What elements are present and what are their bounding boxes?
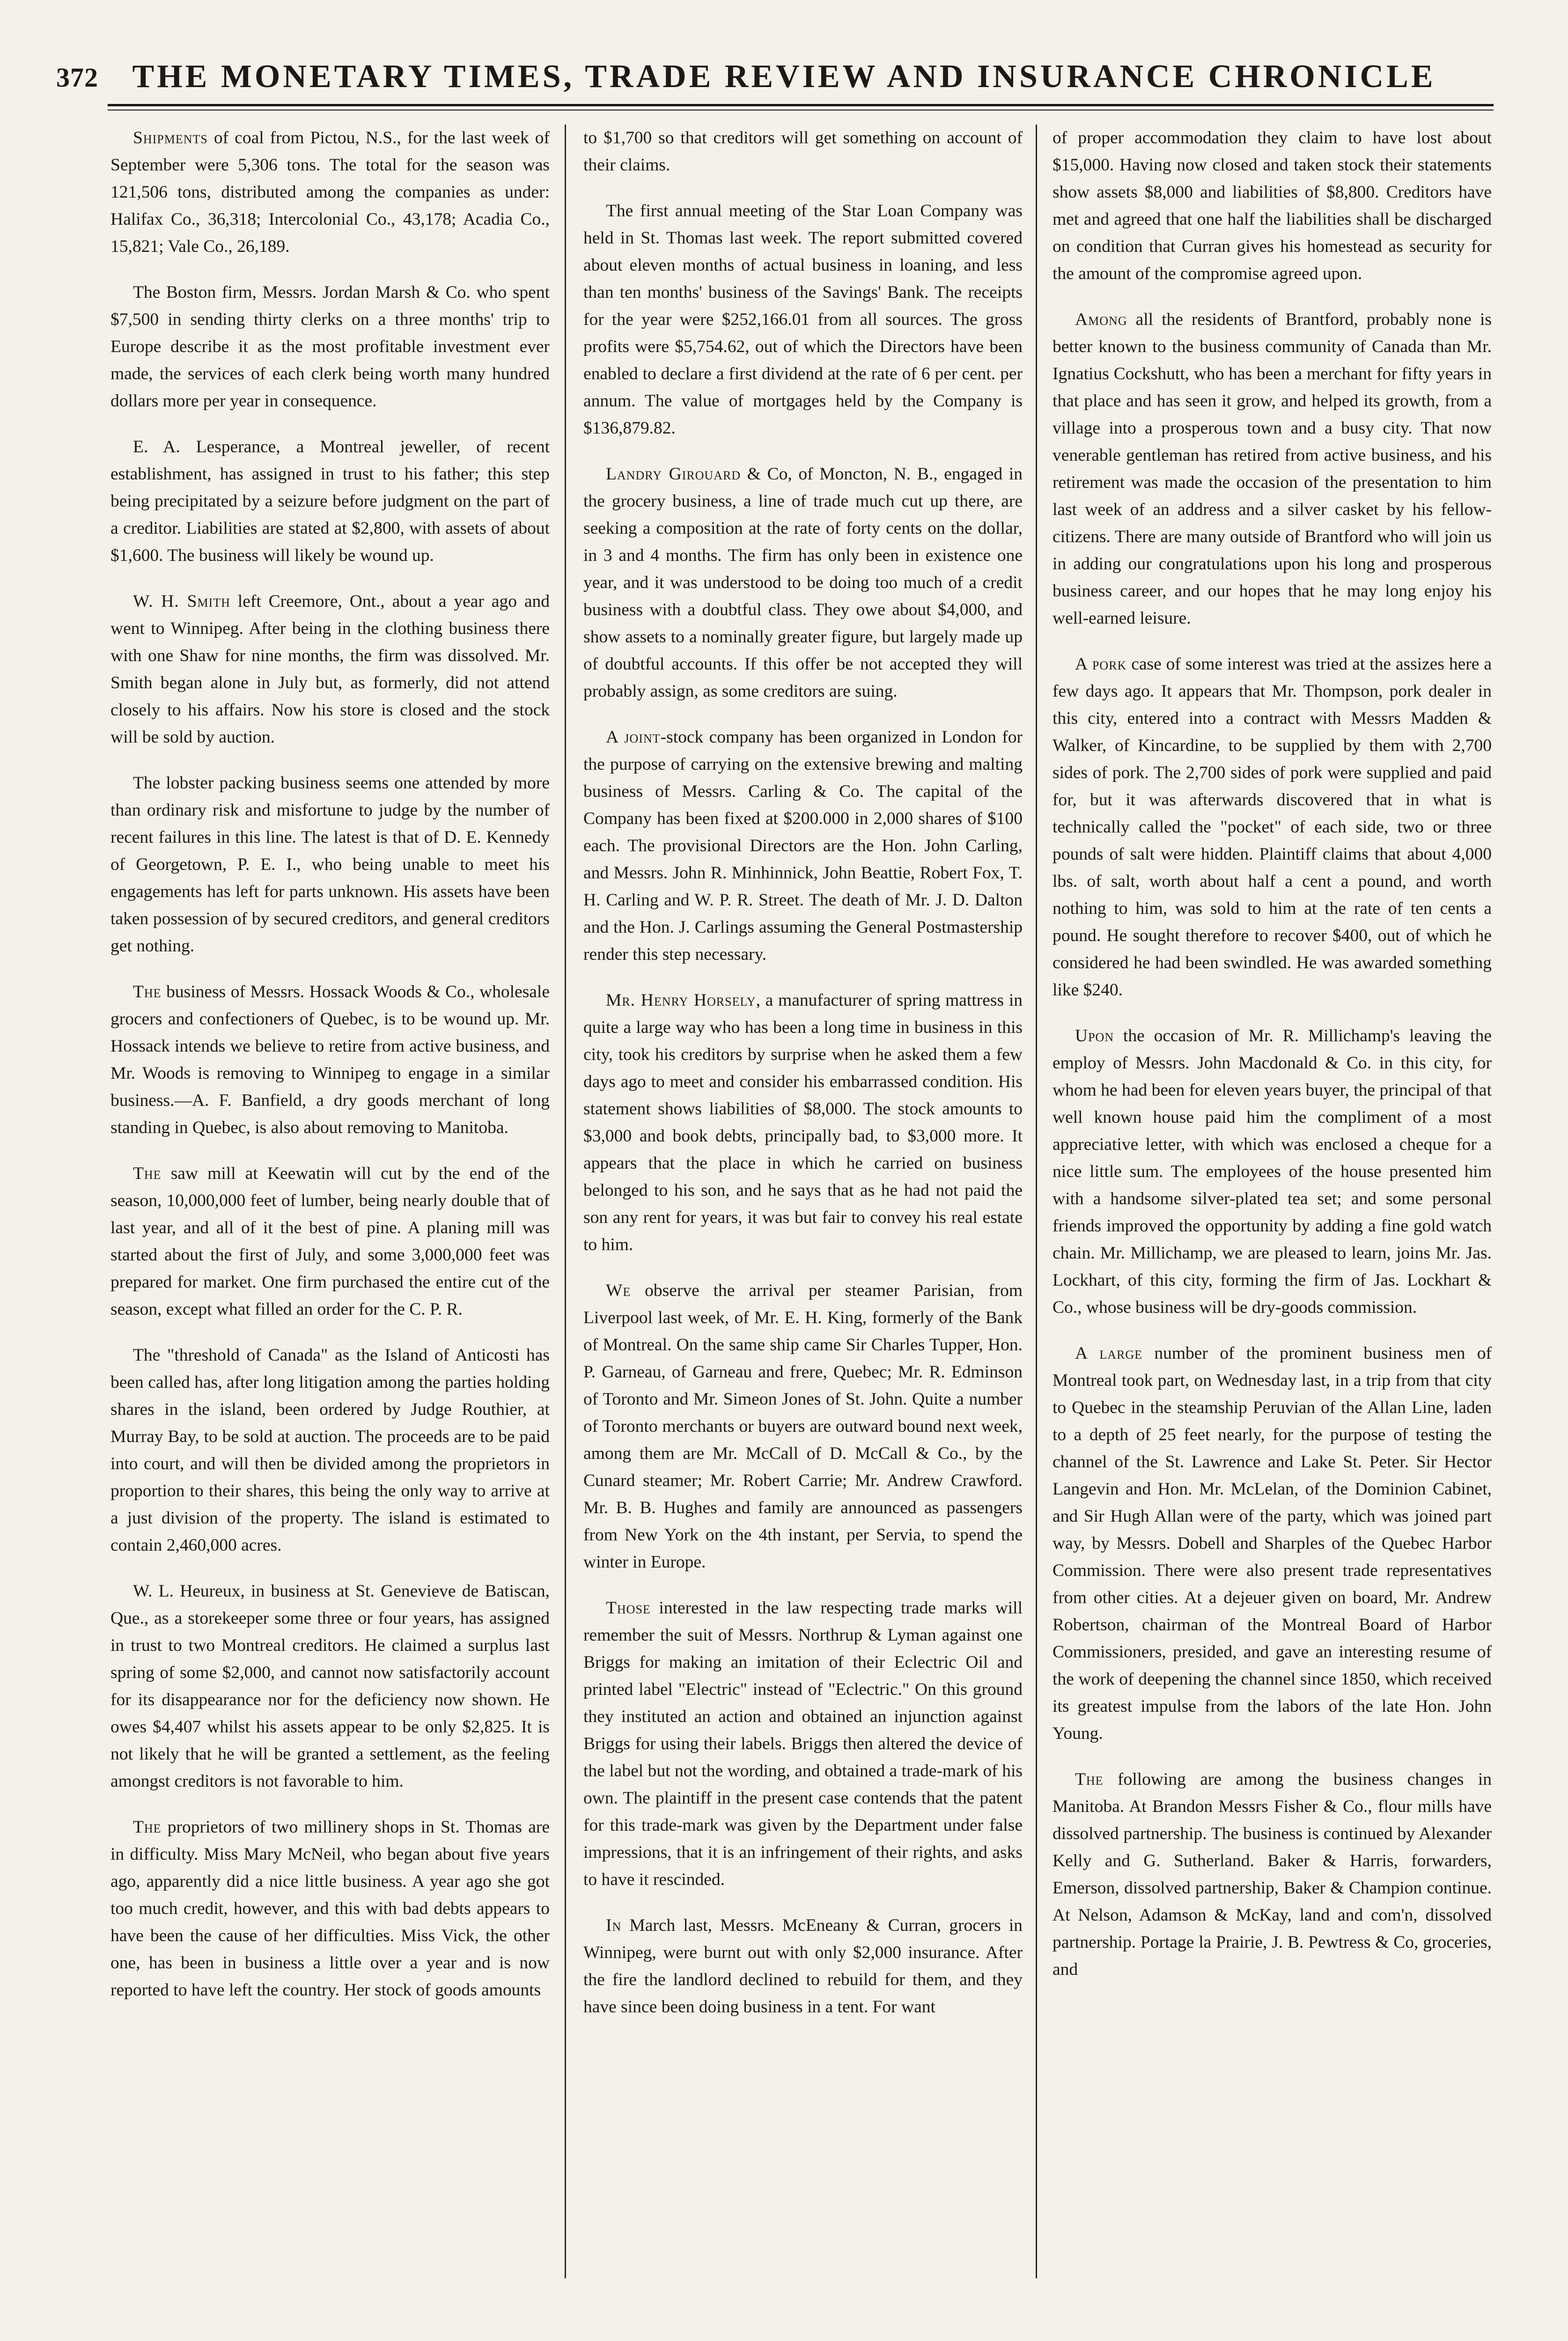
news-item <box>583 987 1023 1259</box>
item-lead: The <box>133 982 162 1001</box>
item-lead: A joint <box>606 728 661 747</box>
item-text: & Co, of Moncton, N. B., engaged in the grocery business, a line of trade much cut up there, are seeking a composition at the rate of forty cents on the dollar, in 3 and 4 months. The firm has only been in existence one year, and it was understood to be doing too much of a credit business with a doubtful class. They owe about $4,000, and show assets to a nominally greater figure, but largely made up of doubtful accounts. If this offer be not accepted they will probably assign, as some creditors are suing. <box>583 464 1023 701</box>
item-lead: Those <box>606 1598 651 1618</box>
item-text: the occasion of Mr. R. Millichamp's leaving the employ of Messrs. John Macdonald & Co. in this city, for whom he had been for eleven years buyer, the principal of that well known house paid him the compliment of a most appreciative letter, with which was enclosed a cheque for a nice little sum. The employees of the house presented him with a handsome silver-plated tea set; and some personal friends improved the opportunity by adding a fine gold watch chain. Mr. Millichamp, we are pleased to learn, joins Mr. Jas. Lockhart, of this city, forming the firm of Jas. Lockhart & Co., whose business will be dry-goods commission. <box>1053 1026 1492 1317</box>
item-text: -stock company has been organized in London for the purpose of carrying on the extensive brewing and malting business of Messrs. Carling & Co. The capital of the Company has been fixed at $200.000 in 2,000 shares of $100 each. The provisional Directors are the Hon. John Carling, and Messrs. John R. Minhinnick, John Beattie, Robert Fox, T. H. Carling and W. P. R. Street. The death of Mr. J. D. Dalton and the Hon. J. Carlings assuming the General Postmastership render this step necessary. <box>583 728 1023 964</box>
item-text: following are among the business changes in Manitoba. At Brandon Messrs Fisher & Co., flour mills have dissolved partnership. The business is continued by Alexander Kelly and G. Sutherland. Baker & Harris, forwarders, Emerson, dissolved partnership, Baker & Champion continue. At Nelson, Adamson & McKay, land and com'n, dissolved partnership. Portage la Prairie, J. B. Pewtress & Co, groceries, and <box>1053 1770 1492 1979</box>
news-item <box>1053 306 1492 632</box>
item-lead: The <box>1075 1770 1104 1789</box>
news-item <box>110 1814 550 2004</box>
item-text: observe the arrival per steamer Parisian, from Liverpool last week, of Mr. E. H. King, formerly of the Bank of Montreal. On the same ship came Sir Charles Tupper, Hon. P. Garneau, of Garneau and frere, Quebec; Mr. R. Edminson of Toronto and Mr. Simeon Jones of St. John. Quite a number of Toronto merchants or buyers are outward bound next week, among them are Mr. McCall of D. McCall & Co., by the Cunard steamer; Mr. Robert Carrie; Mr. Andrew Crawford. Mr. B. B. Hughes and family are announced as passengers from New York on the 4th instant, per Servia, to spend the winter in Europe. <box>583 1281 1023 1572</box>
item-text: left Creemore, Ont., about a year ago and went to Winnipeg. After being in the clothing business there with one Shaw for nine months, the firm was dissolved. Mr. Smith began alone in July but, as formerly, did not attend closely to his affairs. Now his store is closed and the stock will be sold by auction. <box>110 592 550 747</box>
item-text: March last, Messrs. McEneany & Curran, grocers in Winnipeg, were burnt out with only $2,000 insurance. After the fire the landlord declined to rebuild for them, and they have since been doing business in a tent. For want <box>583 1916 1023 2017</box>
news-item <box>1053 1766 1492 1983</box>
masthead-title: THE MONETARY TIMES, TRADE REVIEW AND INSURANCE CHRONICLE <box>132 59 1436 95</box>
item-lead: W. H. Smith <box>133 592 230 611</box>
item-text: of coal from Pictou, N.S., for the last week of September were 5,306 tons. The total for the season was 121,506 tons, distributed among the companies as under: Halifax Co., 36,318; Intercolonial Co., 43,178; Acadia Co., 15,821; Vale Co., 26,189. <box>110 128 550 256</box>
news-item <box>110 279 550 415</box>
item-lead: Upon <box>1075 1026 1114 1045</box>
news-item <box>110 979 550 1141</box>
news-item <box>1053 651 1492 1004</box>
item-text: number of the prominent business men of Montreal took part, on Wednesday last, in a trip from that city to Quebec in the steamship Peruvian of the Allan Line, laden to a depth of 25 feet nearly, for the purpose of testing the channel of the St. Lawrence and Lake St. Peter. Sir Hector Langevin and Hon. Mr. McLelan, of the Dominion Cabinet, and Sir Hugh Allan were of the party, which was joined part way, by Messrs. Dobell and Sharples of the Quebec Harbor Commission. There were also present trade representatives from other cities. At a dejeuer given on board, Mr. Andrew Robertson, chairman of the Montreal Board of Harbor Commissioners, presided, and gave an interesting resume of the work of deepening the channel since 1850, which received its greatest impulse from the labors of the late Hon. John Young. <box>1053 1344 1492 1743</box>
item-text: to $1,700 so that creditors will get something on account of their claims. <box>583 128 1023 175</box>
item-text: The "threshold of Canada" as the Island of Anticosti has been called has, after long litigation among the parties holding shares in the island, been ordered by Judge Routhier, at Murray Bay, to be sold at auction. The proceeds are to be paid into court, and will then be divided among the proprietors in proportion to their shares, this being the only way to arrive at a just division of the property. The island is estimated to contain 2,460,000 acres. <box>110 1346 550 1555</box>
item-text: of proper accommodation they claim to have lost about $15,000. Having now closed and taken stock their statements show assets $8,000 and liabilities of $8,800. Creditors have met and agreed that one half the liabilities shall be discharged on condition that Curran gives his homestead as security for the amount of the compromise agreed upon. <box>1053 128 1492 283</box>
item-text: all the residents of Brantford, probably none is better known to the business community of Canada than Mr. Ignatius Cockshutt, who has been a merchant for fifty years in that place and has seen it grow, and helped its growth, from a village into a prosperous town and a busy city. That now venerable gentleman has retired from active business, and his retirement was made the occasion of the presentation to him last week of an address and a silver casket by his fellow-citizens. There are many outside of Brantford who will join us in adding our congratulations upon his long and prosperous business career, and our hopes that he may long enjoy his well-earned leisure. <box>1053 310 1492 628</box>
item-lead: Shipments <box>133 128 208 147</box>
item-text: , a manufacturer of spring mattress in quite a large way who has been a long time in business in this city, took his creditors by surprise when he asked them a few days ago to meet and consider his embarrassed condition. His statement shows liabilities of $8,000. The stock amounts to $3,000 and book debts, principally bad, to $3,000 more. It appears that the place in which he carried on business belonged to his son, and he says that as he had not paid the son any rent for years, it was but fair to convey his real estate to him. <box>583 991 1023 1254</box>
item-text: saw mill at Keewatin will cut by the end of the season, 10,000,000 feet of lumber, being nearly double that of last year, and all of it the best of pine. A planing mill was started about the first of July, and some 3,000,000 feet was prepared for market. One firm purchased the entire cut of the season, except what filled an order for the C. P. R. <box>110 1164 550 1319</box>
item-text: case of some interest was tried at the assizes here a few days ago. It appears that Mr. Thompson, pork dealer in this city, entered into a contract with Messrs Madden & Walker, of Kincardine, to be supplied by them with 2,700 sides of pork. The 2,700 sides of pork were supplied and paid for, but it was afterwards discovered that in what is technically called the "pocket" of each side, two or three pounds of salt were hidden. Plaintiff claims that about 4,000 lbs. of salt, worth about half a cent a pound, and worth nothing to him, was sold to him at the rate of ten cents a pound. He sought therefore to recover $400, out of which he considered he had been swindled. He was awarded something like $240. <box>1053 655 1492 1000</box>
column-2 <box>583 125 1023 2302</box>
item-lead: Among <box>1075 310 1127 329</box>
news-item <box>583 1595 1023 1893</box>
item-lead: In <box>606 1916 622 1935</box>
item-text: proprietors of two millinery shops in St. Thomas are in difficulty. Miss Mary McNeil, who began about five years ago, apparently did a nice little business. A year ago she got too much credit, however, and this with bad debts appears to have been the cause of her difficulties. Miss Vick, the other one, has been in business a little over a year and is now reported to have left the country. Her stock of goods amounts <box>110 1818 550 2000</box>
news-item <box>583 1277 1023 1576</box>
news-item <box>583 198 1023 442</box>
item-lead: A large <box>1075 1344 1143 1363</box>
news-item <box>1053 1340 1492 1747</box>
column-divider <box>1036 125 1037 2278</box>
article-columns <box>110 125 1492 2302</box>
column-divider <box>565 125 566 2278</box>
news-item <box>110 588 550 751</box>
news-item <box>583 724 1023 968</box>
item-lead: The <box>133 1164 162 1183</box>
news-item <box>110 770 550 960</box>
item-lead: A pork <box>1075 655 1127 674</box>
item-lead: The <box>133 1818 162 1837</box>
news-item <box>110 1160 550 1323</box>
header-rule <box>108 104 1494 106</box>
news-item <box>1053 125 1492 287</box>
news-item <box>110 125 550 260</box>
item-text: E. A. Lesperance, a Montreal jeweller, of recent establishment, has assigned in trust to his father; this step being precipitated by a seizure before judgment on the part of a creditor. Liabilities are stated at $2,800, with assets of about $1,600. The business will likely be wound up. <box>110 437 550 565</box>
news-item <box>583 125 1023 179</box>
item-text: The Boston firm, Messrs. Jordan Marsh & Co. who spent $7,500 in sending thirty clerks on a three months' trip to Europe describe it as the most profitable investment ever made, the services of each clerk being worth many hundred dollars more per year in consequence. <box>110 283 550 411</box>
news-item <box>583 461 1023 705</box>
page-number: 372 <box>56 62 98 93</box>
item-text: The lobster packing business seems one attended by more than ordinary risk and misfortune to judge by the number of recent failures in this line. The latest is that of D. E. Kennedy of Georgetown, P. E. I., who being unable to meet his engagements has left for parts unknown. His assets have been taken possession of by secured creditors, and general creditors get nothing. <box>110 773 550 956</box>
news-item <box>110 1578 550 1795</box>
item-lead: Mr. Henry Horsely <box>606 991 756 1010</box>
item-text: The first annual meeting of the Star Loan Company was held in St. Thomas last week. The report submitted covered about eleven months of actual business in loaning, and less than ten months' business of the Savings' Bank. The receipts for the year were $252,166.01 from all sources. The gross profits were $5,754.62, out of which the Directors have been enabled to declare a first dividend at the rate of 6 per cent. per annum. The value of mortgages held by the Company is $136,879.82. <box>583 201 1023 438</box>
item-lead: Landry Girouard <box>606 464 741 484</box>
news-item <box>1053 1023 1492 1321</box>
item-text: interested in the law respecting trade marks will remember the suit of Messrs. Northrup & Lyman against one Briggs for making an imitation of their Eclectric Oil and printed label "Electric" instead of "Eclectric." On this ground they instituted an action and obtained an injunction against Briggs for using their labels. Briggs then altered the device of the label but not the wording, and obtained a trade-mark of his own. The plaintiff in the present case contends that the patent for this trade-mark was given by the Department under false impressions, that it is an infringement of their rights, and asks to have it rescinded. <box>583 1598 1023 1889</box>
news-item <box>583 1912 1023 2021</box>
item-lead: We <box>606 1281 631 1300</box>
column-3 <box>1053 125 1492 2302</box>
news-item <box>110 1342 550 1559</box>
news-item <box>110 434 550 569</box>
column-1 <box>110 125 550 2302</box>
item-text: business of Messrs. Hossack Woods & Co., wholesale grocers and confectioners of Quebec, is to be wound up. Mr. Hossack intends we believe to retire from active business, and Mr. Woods is removing to Winnipeg to engage in a similar business.—A. F. Banfield, a dry goods merchant of long standing in Quebec, is also about removing to Manitoba. <box>110 982 550 1137</box>
item-text: W. L. Heureux, in business at St. Genevieve de Batiscan, Que., as a storekeeper some three or four years, has assigned in trust to two Montreal creditors. He claimed a surplus last spring of some $2,000, and cannot now satisfactorily account for its disappearance nor for the deficiency now shown. He owes $4,407 whilst his assets appear to be only $2,825. It is not likely that he will be granted a settlement, as the feeling amongst creditors is not favorable to him. <box>110 1582 550 1791</box>
